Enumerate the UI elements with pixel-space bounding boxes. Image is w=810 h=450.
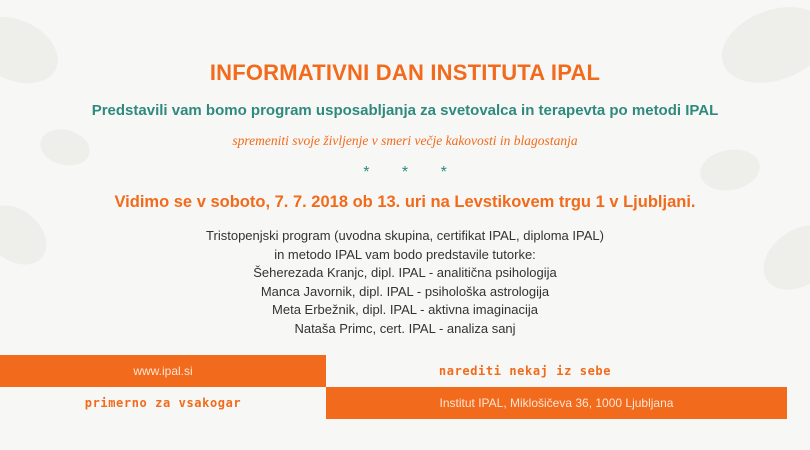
- subtitle: Predstavili vam bomo program usposabljanja za svetovalca in terapevta po metodi IPAL: [91, 102, 719, 119]
- slogan: narediti nekaj iz sebe: [326, 355, 724, 387]
- star-icon: *: [401, 164, 409, 181]
- program-details: [0, 227, 810, 339]
- audience-note: primerno za vsakogar: [0, 387, 326, 419]
- address: Institut IPAL, Miklošičeva 36, 1000 Ljubljana: [326, 387, 787, 419]
- details-line: Manca Javornik, dipl. IPAL - psihološka astrologija: [260, 283, 550, 299]
- details-line: Tristopenjski program (uvodna skupina, certifikat IPAL, diploma IPAL): [206, 228, 604, 243]
- star-icon: *: [363, 164, 370, 181]
- details-line: Nataša Primc, cert. IPAL - analiza sanj: [294, 320, 516, 336]
- tagline: spremeniti svoje življenje v smeri večje kakovosti in blagostanja: [232, 133, 578, 148]
- details-line: in metodo IPAL vam bodo predstavile tutorke:: [274, 246, 536, 262]
- star-divider: [0, 164, 810, 182]
- details-line: Šeherezada Kranjc, dipl. IPAL - analitična psihologija: [253, 265, 557, 281]
- website-link[interactable]: www.ipal.si: [0, 355, 326, 387]
- details-line: Meta Erbežnik, dipl. IPAL - aktivna imaginacija: [272, 302, 538, 318]
- event-announcement: Vidimo se v soboto, 7. 7. 2018 ob 13. uri na Levstikovem trgu 1 v Ljubljani.: [114, 193, 696, 211]
- star-icon: *: [440, 164, 447, 181]
- page-title: INFORMATIVNI DAN INSTITUTA IPAL: [209, 60, 601, 85]
